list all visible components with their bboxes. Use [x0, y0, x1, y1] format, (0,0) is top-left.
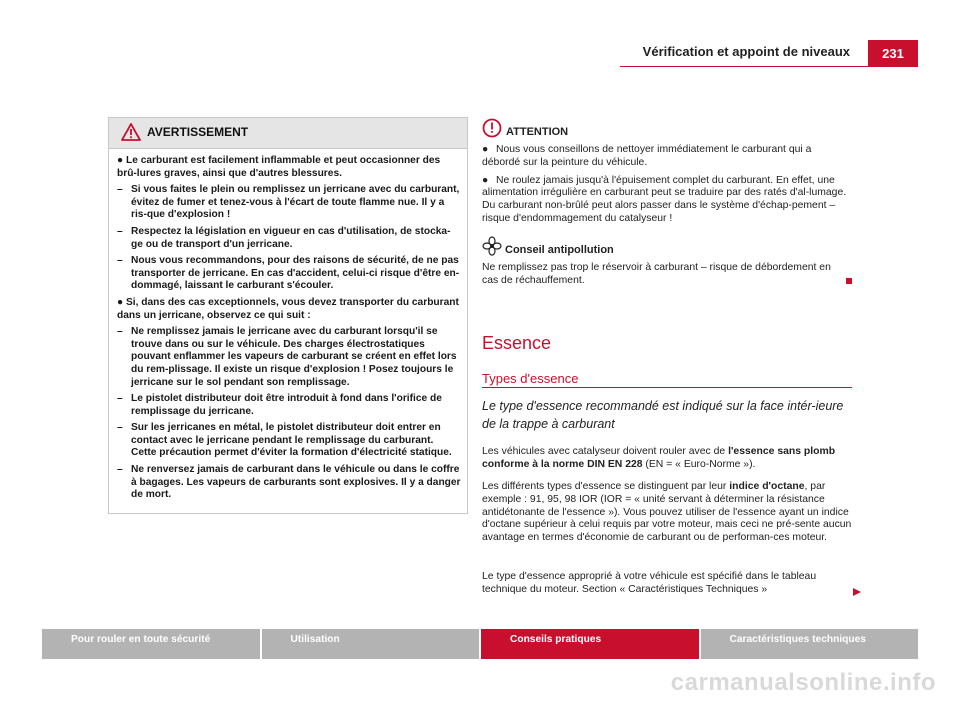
- subsection-rule: [482, 387, 852, 388]
- warning-bullet: ● Le carburant est facilement inflammable et peut occasionner des brû-lures graves, ainsi que d'autres blessures.: [117, 155, 441, 179]
- paragraph-3: Le type d'essence approprié à votre véhicule est spécifié dans le tableau technique du moteur. Section « Caractéristiques Techniques »: [482, 571, 817, 595]
- attention-header: [482, 118, 852, 140]
- right-column: [482, 118, 852, 287]
- warning-dash: – Respectez la législation en vigueur en cas d'utilisation, de stocka-ge ou de transport d'un jerricane.: [117, 226, 461, 251]
- continue-arrow-icon: [852, 587, 862, 597]
- warning-dash: – Ne remplissez jamais le jerricane avec du carburant lorsqu'il se trouve dans ou sur le véhicule. Des charges électrostatiques pouvant enflammer les vapeurs de carburant se créent en effet lors du rem-plissage. Il existe un risque d'explosion ! Posez toujours le jerricane sur le sol pendant son remplissage.: [117, 326, 461, 389]
- lead-text: Le type d'essence recommandé est indiqué sur la face intér-ieure de la trappe à carburant: [482, 399, 844, 431]
- watermark: carmanualsonline.info: [670, 669, 936, 696]
- attention-title: ATTENTION: [506, 126, 569, 138]
- footer-nav: [42, 629, 918, 659]
- header-title: Vérification et appoint de niveaux: [642, 44, 850, 59]
- warning-triangle-icon: [121, 123, 141, 141]
- warning-dash: – Si vous faites le plein ou remplissez un jerricane avec du carburant, évitez de fumer et tenez-vous à l'écart de toute flamme nue. Il y a ris-que d'explosion !: [117, 184, 461, 222]
- flower-icon: [482, 236, 502, 256]
- subsection-title: Types d'essence: [482, 371, 579, 386]
- warning-body: [109, 149, 467, 502]
- attention-item: ● Ne roulez jamais jusqu'à l'épuisement complet du carburant. En effet, une alimentation irrégulière en carburant peut se traduire par des ratés d'al-lumage. Du carburant non-brûlé peut alors passer dans le système d'échap-pement – risque d'endommagement du catalyseur !: [482, 174, 847, 224]
- warning-dash: – Le pistolet distributeur doit être introduit à fond dans l'orifice de remplissage du jerricane.: [117, 393, 461, 418]
- warning-dash: – Sur les jerricanes en métal, le pistolet distributeur doit entrer en contact avec le jerricane pendant le remplissage du carburant. Cette précaution permet d'éviter la formation d'électricité statique.: [117, 422, 461, 460]
- eco-title: Conseil antipollution: [505, 243, 614, 256]
- warning-header: [109, 118, 467, 149]
- end-marker-icon: [846, 278, 852, 284]
- section-title: Essence: [482, 333, 552, 353]
- page-number: 231: [868, 40, 918, 66]
- eco-header: [482, 236, 852, 258]
- paragraph-2: Les différents types d'essence se distinguent par leur indice d'octane, par exemple : 91, 95, 98 IOR (IOR = « unité servant à déterminer la résistance antidétonante de l'essence »). Vous pouvez utiliser de l'essence ayant un indice d'octane supérieur à celui requis par votre moteur, mais ceci ne pré-sente aucun avantage en termes d'économie de carburant ou de performan-ces moteur.: [482, 481, 852, 544]
- paragraph-1: Les véhicules avec catalyseur doivent rouler avec de l'essence sans plomb conforme à la norme DIN EN 228 (EN = « Euro-Norme »).: [482, 446, 836, 470]
- eco-text: Ne remplissez pas trop le réservoir à carburant – risque de débordement en cas de réchauffement.: [482, 262, 852, 288]
- warning-bullet: ● Si, dans des cas exceptionnels, vous devez transporter du carburant dans un jerricane, observez ce qui suit :: [117, 296, 459, 321]
- footer-tab-conseils[interactable]: Conseils pratiques: [481, 629, 699, 659]
- warning-title: AVERTISSEMENT: [147, 125, 249, 139]
- footer-tab-securite[interactable]: Pour rouler en toute sécurité: [42, 629, 260, 659]
- exclamation-circle-icon: [482, 118, 502, 138]
- footer-tab-utilisation[interactable]: Utilisation: [262, 629, 480, 659]
- warning-box: [108, 117, 468, 514]
- footer-tab-caracteristiques[interactable]: Caractéristiques techniques: [701, 629, 919, 659]
- warning-dash: – Nous vous recommandons, pour des raisons de sécurité, de ne pas transporter de jerricane. En cas d'accident, celui-ci risque d'être en-dommagé, laissant le carburant s'écouler.: [117, 255, 461, 293]
- header-rule: [620, 66, 918, 67]
- attention-item: ● Nous vous conseillons de nettoyer immédiatement le carburant qui a débordé sur la peinture du véhicule.: [482, 144, 812, 168]
- warning-dash: – Ne renversez jamais de carburant dans le véhicule ou dans le coffre à bagages. Les vapeurs de carburants sont explosives. Il y a danger de mort.: [117, 464, 461, 502]
